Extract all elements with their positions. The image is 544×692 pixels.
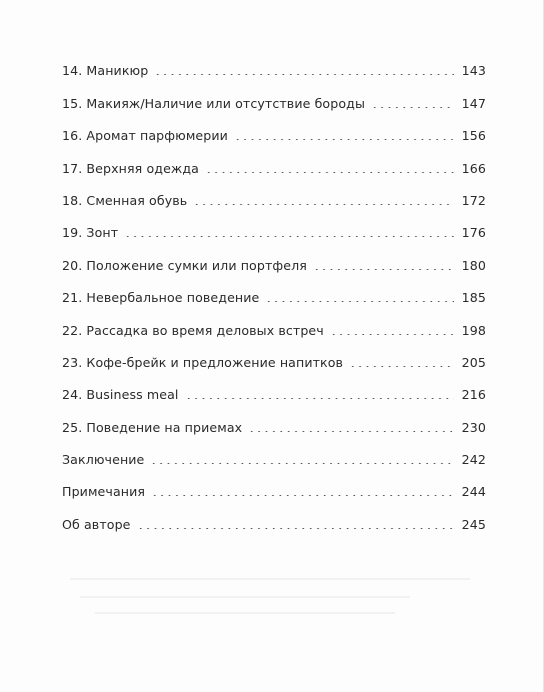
toc-entry[interactable]	[62, 80, 486, 112]
toc-entry-title: 14. Маникюр	[62, 63, 149, 79]
toc-entry[interactable]	[62, 48, 486, 80]
dot-leader	[205, 172, 454, 173]
toc-entry[interactable]	[62, 307, 486, 339]
toc-entry-title: 15. Макияж/Наличие или отсутствие бороды	[62, 95, 365, 111]
toc-entry-title: 16. Аромат парфюмерии	[62, 128, 228, 144]
toc-entry-page: 216	[461, 387, 486, 403]
toc-entry-title: 25. Поведение на приемах	[62, 419, 243, 435]
toc-entry-title: 22. Рассадка во время деловых встреч	[62, 322, 324, 338]
dot-leader	[137, 528, 454, 529]
toc-entry-title: 18. Сменная обувь	[62, 192, 188, 208]
toc-entry-page: 185	[461, 290, 486, 306]
toc-entry[interactable]	[62, 469, 486, 501]
toc-entry-page: 245	[461, 516, 486, 532]
toc-entry-page: 172	[461, 192, 486, 208]
toc-entry-page: 198	[461, 322, 486, 338]
show-through-line	[80, 596, 410, 598]
toc-entry[interactable]	[62, 210, 486, 242]
dot-leader	[185, 398, 454, 399]
toc-entry[interactable]	[62, 275, 486, 307]
dot-leader	[330, 334, 454, 335]
toc-entry-page: 180	[461, 257, 486, 273]
toc-entry[interactable]	[62, 501, 486, 533]
toc-entry-title: 21. Невербальное поведение	[62, 290, 260, 306]
dot-leader	[349, 366, 454, 367]
toc-entry-page: 244	[461, 484, 486, 500]
dot-leader	[371, 107, 454, 108]
toc-entry[interactable]	[62, 437, 486, 469]
toc-entry[interactable]	[62, 178, 486, 210]
toc-entry-title: 17. Верхняя одежда	[62, 160, 199, 176]
toc-entry-title: Примечания	[62, 484, 146, 500]
table-of-contents	[62, 48, 486, 534]
toc-entry[interactable]	[62, 340, 486, 372]
toc-entry-page: 166	[461, 160, 486, 176]
dot-leader	[248, 431, 454, 432]
toc-entry-page: 176	[461, 225, 486, 241]
dot-leader	[234, 139, 454, 140]
toc-entry-title: Об авторе	[62, 516, 131, 532]
toc-entry-title: 24. Business meal	[62, 387, 179, 403]
toc-entry-page: 143	[461, 63, 486, 79]
toc-entry-page: 242	[461, 452, 486, 468]
dot-leader	[150, 463, 454, 464]
toc-entry[interactable]	[62, 113, 486, 145]
dot-leader	[265, 301, 454, 302]
dot-leader	[313, 269, 454, 270]
dot-leader	[124, 236, 454, 237]
toc-entry[interactable]	[62, 372, 486, 404]
toc-entry-title: 20. Положение сумки или портфеля	[62, 257, 307, 273]
dot-leader	[154, 74, 454, 75]
toc-entry-title: 23. Кофе-брейк и предложение напитков	[62, 354, 344, 370]
toc-entry[interactable]	[62, 145, 486, 177]
dot-leader	[193, 204, 454, 205]
toc-entry-page: 147	[461, 95, 486, 111]
toc-entry-page: 156	[461, 128, 486, 144]
toc-entry-title: Заключение	[62, 452, 145, 468]
dot-leader	[151, 495, 454, 496]
show-through-line	[70, 578, 470, 580]
toc-entry[interactable]	[62, 242, 486, 274]
toc-entry-page: 230	[461, 419, 486, 435]
toc-entry-title: 19. Зонт	[62, 225, 119, 241]
toc-entry[interactable]	[62, 404, 486, 436]
toc-entry-page: 205	[461, 354, 486, 370]
show-through-line	[95, 612, 395, 614]
